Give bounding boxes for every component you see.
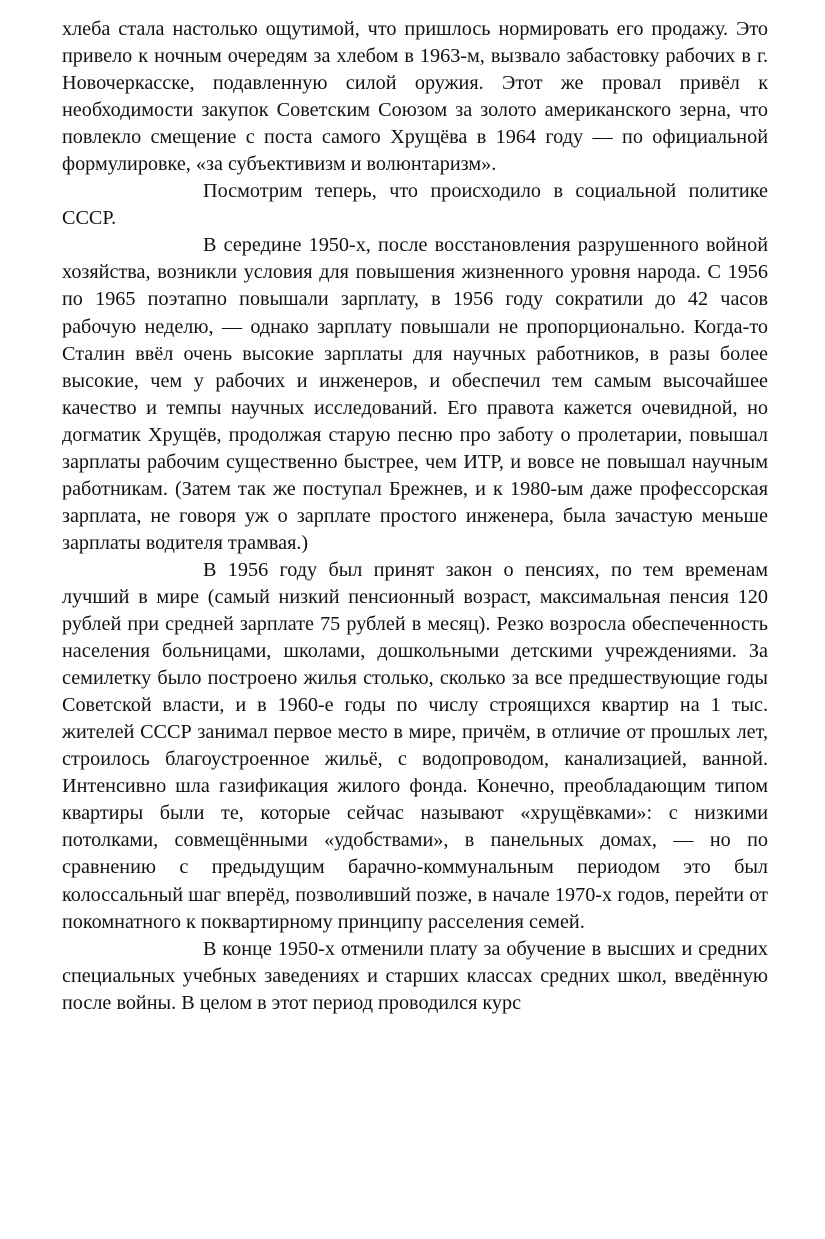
paragraph-pensions-housing: В 1956 году был принят закон о пенсиях, по тем временам лучший в мире (самый низкий пенсионный возраст, максимальная пенсия 120 рублей при средней зарплате 75 рублей в месяц). Резко возросла обеспеченность населения больницами, школами, дошкольными детскими учреждениями. За семилетку было построено жилья столько, сколько за все предшествующие годы Советской власти, и в 1960-е годы по числу строящихся квартир на 1 тыс. жителей СССР занимал первое место в мире, причём, в отличие от прошлых лет, строилось благоустроенное жильё, с водопроводом, канализацией, ванной. Интенсивно шла газификация жилого фонда. Конечно, преобладающим типом квартиры были те, которые сейчас называют «хрущёвками»: с низкими потолками, совмещёнными «удобствами», в панельных домах, — но по сравнению с предыдущим барачно-коммунальным периодом это был колоссальный шаг вперёд, позволивший позже, в начале 1970-х годов, перейти от покомнатного к поквартирному принципу расселения семей. bbox=[62, 558, 768, 933]
paragraph-social-policy-intro: Посмотрим теперь, что происходило в социальной политике СССР. bbox=[62, 180, 768, 230]
document-page bbox=[62, 16, 768, 1017]
paragraph-education: В конце 1950-х отменили плату за обучение в высших и средних специальных учебных заведениях и старших классах средних школ, введённую после войны. В целом в этот период проводился курс bbox=[62, 937, 768, 1014]
paragraph-bread-crisis: хлеба стала настолько ощутимой, что пришлось нормировать его продажу. Это привело к ночным очередям за хлебом в 1963-м, вызвало забастовку рабочих в г. Новочеркасске, подавленную силой оружия. Этот же провал привёл к необходимости закупок Советским Союзом за золото американского зерна, что повлекло смещение с поста самого Хрущёва в 1964 году — по официальной формулировке, «за субъективизм и волюнтаризм». bbox=[62, 18, 768, 176]
paragraph-wages: В середине 1950-х, после восстановления разрушенного войной хозяйства, возникли условия для повышения жизненного уровня народа. С 1956 по 1965 поэтапно повышали зарплату, в 1956 году сократили до 42 часов рабочую неделю, — однако зарплату повышали не пропорционально. Когда-то Сталин ввёл очень высокие зарплаты для научных работников, в разы более высокие, чем у рабочих и инженеров, и обеспечил тем самым высочайшее качество и темпы научных исследований. Его правота кажется очевидной, но догматик Хрущёв, продолжая старую песню про заботу о пролетарии, повышал зарплаты рабочим существенно быстрее, чем ИТР, и вовсе не повышал научным работникам. (Затем так же поступал Брежнев, и к 1980-ым даже профессорская зарплата, не говоря уж о зарплате простого инженера, была зачастую меньше зарплаты водителя трамвая.) bbox=[62, 234, 768, 554]
